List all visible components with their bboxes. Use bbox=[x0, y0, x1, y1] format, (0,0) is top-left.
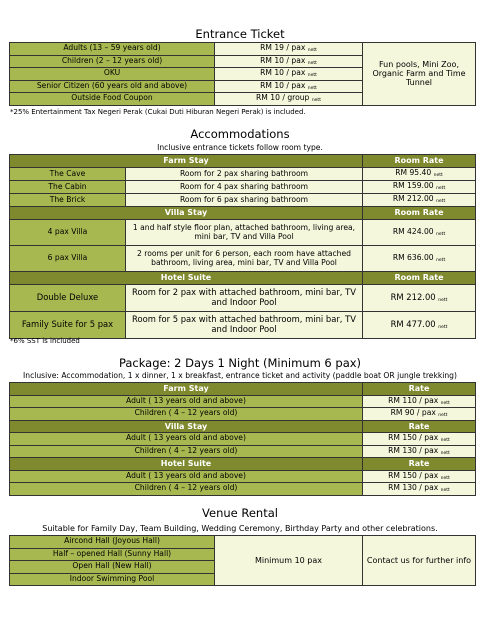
entrance-price: RM 10 / group $_{nett}$ bbox=[215, 93, 363, 106]
venue-table bbox=[9, 535, 476, 586]
entrance-price: RM 19 / pax $_{nett}$ bbox=[215, 43, 363, 56]
package-rate: RM 90 / pax $_{nett}$ bbox=[363, 408, 476, 421]
section-header: Villa Stay bbox=[10, 420, 363, 433]
room-rate: RM 95.40 $_{nett}$ bbox=[363, 168, 476, 181]
package-rate: RM 150 / pax $_{nett}$ bbox=[363, 433, 476, 446]
rate-header: Room Rate bbox=[363, 272, 476, 285]
section-header: Farm Stay bbox=[10, 383, 363, 396]
room-desc: Room for 2 pax sharing bathroom bbox=[126, 168, 363, 181]
section-header: Hotel Suite bbox=[10, 458, 363, 471]
room-desc: 1 and half style floor plan, attached bathroom, living area, mini bar, TV and Villa Pool bbox=[126, 220, 363, 246]
entrance-price: RM 10 / pax $_{nett}$ bbox=[215, 55, 363, 68]
venue-minimum: Minimum 10 pax bbox=[215, 536, 363, 586]
package-label: Adult ( 13 years old and above) bbox=[10, 470, 363, 483]
room-name: 6 pax Villa bbox=[10, 246, 126, 272]
room-rate: RM 159.00 $_{nett}$ bbox=[363, 181, 476, 194]
room-rate: RM 477.00 $_{nett}$ bbox=[363, 312, 476, 339]
entrance-label: Children (2 – 12 years old) bbox=[10, 55, 215, 68]
accommodations-table bbox=[9, 154, 476, 339]
section-header: Hotel Suite bbox=[10, 272, 363, 285]
package-rate: RM 150 / pax $_{nett}$ bbox=[363, 470, 476, 483]
hall-name: Aircond Hall (Joyous Hall) bbox=[10, 536, 215, 549]
rate-header: Rate bbox=[363, 383, 476, 396]
room-rate: RM 212.00 $_{nett}$ bbox=[363, 194, 476, 207]
accommodations-note: *6% SST is included bbox=[10, 337, 80, 345]
room-rate: RM 212.00 $_{nett}$ bbox=[363, 285, 476, 312]
hall-name: Half – opened Hall (Sunny Hall) bbox=[10, 548, 215, 561]
venue-contact: Contact us for further info bbox=[363, 536, 476, 586]
rate-header: Rate bbox=[363, 458, 476, 471]
entrance-label: Outside Food Coupon bbox=[10, 93, 215, 106]
entrance-label: Senior Citizen (60 years old and above) bbox=[10, 80, 215, 93]
accommodations-subtitle: Inclusive entrance tickets follow room type. bbox=[157, 143, 323, 152]
package-rate: RM 130 / pax $_{nett}$ bbox=[363, 445, 476, 458]
room-desc: Room for 6 pax sharing bathroom bbox=[126, 194, 363, 207]
package-label: Children ( 4 – 12 years old) bbox=[10, 483, 363, 496]
package-label: Adult ( 13 years old and above) bbox=[10, 395, 363, 408]
package-rate: RM 130 / pax $_{nett}$ bbox=[363, 483, 476, 496]
room-name: The Cabin bbox=[10, 181, 126, 194]
room-name: Family Suite for 5 pax bbox=[10, 312, 126, 339]
room-name: 4 pax Villa bbox=[10, 220, 126, 246]
room-rate: RM 636.00 $_{nett}$ bbox=[363, 246, 476, 272]
package-title: Package: 2 Days 1 Night (Minimum 6 pax) bbox=[118, 356, 362, 370]
entrance-title: Entrance Ticket bbox=[195, 27, 285, 41]
venue-title: Venue Rental bbox=[202, 506, 278, 520]
room-name: Double Deluxe bbox=[10, 285, 126, 312]
rate-header: Room Rate bbox=[363, 207, 476, 220]
accommodations-title: Accommodations bbox=[190, 127, 290, 141]
venue-subtitle: Suitable for Family Day, Team Building, Wedding Ceremony, Birthday Party and other celebrations. bbox=[42, 524, 438, 533]
room-desc: Room for 4 pax sharing bathroom bbox=[126, 181, 363, 194]
room-desc: Room for 5 pax with attached bathroom, mini bar, TV and Indoor Pool bbox=[126, 312, 363, 339]
entrance-table bbox=[9, 42, 476, 106]
entrance-note: *25% Entertainment Tax Negeri Perak (Cukai Duti Hiburan Negeri Perak) is included. bbox=[10, 108, 306, 116]
hall-name: Open Hall (New Hall) bbox=[10, 561, 215, 574]
hall-name: Indoor Swimming Pool bbox=[10, 573, 215, 586]
entrance-label: OKU bbox=[10, 68, 215, 81]
room-name: The Cave bbox=[10, 168, 126, 181]
section-header: Villa Stay bbox=[10, 207, 363, 220]
package-label: Children ( 4 – 12 years old) bbox=[10, 408, 363, 421]
rate-header: Rate bbox=[363, 420, 476, 433]
entrance-price: RM 10 / pax $_{nett}$ bbox=[215, 80, 363, 93]
entrance-label: Adults (13 – 59 years old) bbox=[10, 43, 215, 56]
rate-header: Room Rate bbox=[363, 155, 476, 168]
room-name: The Brick bbox=[10, 194, 126, 207]
package-rate: RM 110 / pax $_{nett}$ bbox=[363, 395, 476, 408]
room-desc: 2 rooms per unit for 6 person, each room have attached bathroom, living area, mini bar, TV and Villa Pool bbox=[126, 246, 363, 272]
package-table bbox=[9, 382, 476, 496]
room-rate: RM 424.00 $_{nett}$ bbox=[363, 220, 476, 246]
package-label: Children ( 4 – 12 years old) bbox=[10, 445, 363, 458]
entrance-includes: Fun pools, Mini Zoo, Organic Farm and Time Tunnel bbox=[363, 43, 476, 106]
section-header: Farm Stay bbox=[10, 155, 363, 168]
room-desc: Room for 2 pax with attached bathroom, mini bar, TV and Indoor Pool bbox=[126, 285, 363, 312]
package-label: Adult ( 13 years old and above) bbox=[10, 433, 363, 446]
entrance-price: RM 10 / pax $_{nett}$ bbox=[215, 68, 363, 81]
package-subtitle: Inclusive: Accommodation, 1 x dinner, 1 x breakfast, entrance ticket and activity (paddle boat OR jungle trekking) bbox=[23, 371, 457, 380]
